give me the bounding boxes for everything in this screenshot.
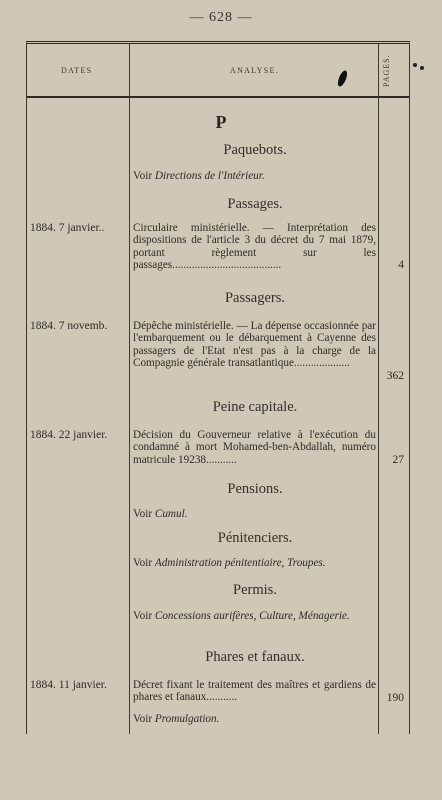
header-dates: DATES <box>61 66 93 75</box>
entry-heading: Pénitenciers. <box>217 530 293 546</box>
voir-target: Promulgation. <box>154 713 220 725</box>
ink-dot <box>413 63 417 67</box>
section-letter: P <box>215 112 227 132</box>
ink-dot <box>420 66 424 70</box>
voir-prefix: Voir <box>133 610 153 622</box>
voir-prefix: Voir <box>133 557 153 569</box>
voir-reference <box>133 170 376 182</box>
entry-date: 1884. 7 novemb. <box>30 320 108 332</box>
voir-target: Cumul. <box>154 508 188 520</box>
voir-reference <box>133 713 376 725</box>
entry-text: Décision du Gouverneur relative à l'exécution du condamné à mort Mohamed-ben-Abdallah, numéro matricule 19238........... <box>133 429 376 466</box>
voir-reference <box>133 508 376 520</box>
entry-heading: Paquebots. <box>223 142 287 158</box>
header-analyse: ANALYSE. <box>230 66 279 75</box>
entry-text: Décret fixant le traitement des maîtres et gardiens de phares et fanaux........... <box>133 679 376 704</box>
voir-prefix: Voir <box>133 508 153 520</box>
entry-heading: Passagers. <box>224 290 285 306</box>
entry-page: 4 <box>398 259 404 271</box>
voir-prefix: Voir <box>133 713 153 725</box>
entry-date: 1884. 7 janvier.. <box>30 222 105 234</box>
header-pages: PAGES. <box>382 54 391 88</box>
entry-page: 27 <box>392 454 404 466</box>
page-number: — 628 — <box>189 10 253 25</box>
entry-heading: Passages. <box>227 196 283 212</box>
header-rule <box>27 96 409 98</box>
voir-prefix: Voir <box>133 170 153 182</box>
voir-reference <box>133 557 376 569</box>
entry-page: 362 <box>386 370 404 382</box>
voir-target: Directions de l'Intérieur. <box>154 170 265 182</box>
entry-heading: Peine capitale. <box>212 399 298 415</box>
entry-heading: Phares et fanaux. <box>205 649 305 665</box>
entry-heading: Permis. <box>233 582 277 598</box>
entry-text: Dépêche ministérielle. — La dépense occasionnée par l'embarquement ou le débarquement à Cayenne des passagers de l'Etat n'est pas à la charge de la Compagnie générale transatlantique.................... <box>133 320 376 370</box>
entry-text: Circulaire ministérielle. — Interprétation des dispositions de l'article 3 du décret du 7 mai 1879, portant règlement sur les passages....................................... <box>133 222 376 272</box>
entry-page: 190 <box>386 692 404 704</box>
entry-date: 1884. 22 janvier. <box>30 429 108 441</box>
entry-date: 1884. 11 janvier. <box>30 679 107 691</box>
voir-reference <box>133 610 376 622</box>
entry-heading: Pensions. <box>227 481 283 497</box>
voir-target: Administration pénitentiaire, Troupes. <box>154 557 326 569</box>
voir-target: Concessions aurifères, Culture, Ménagerie. <box>154 610 350 622</box>
